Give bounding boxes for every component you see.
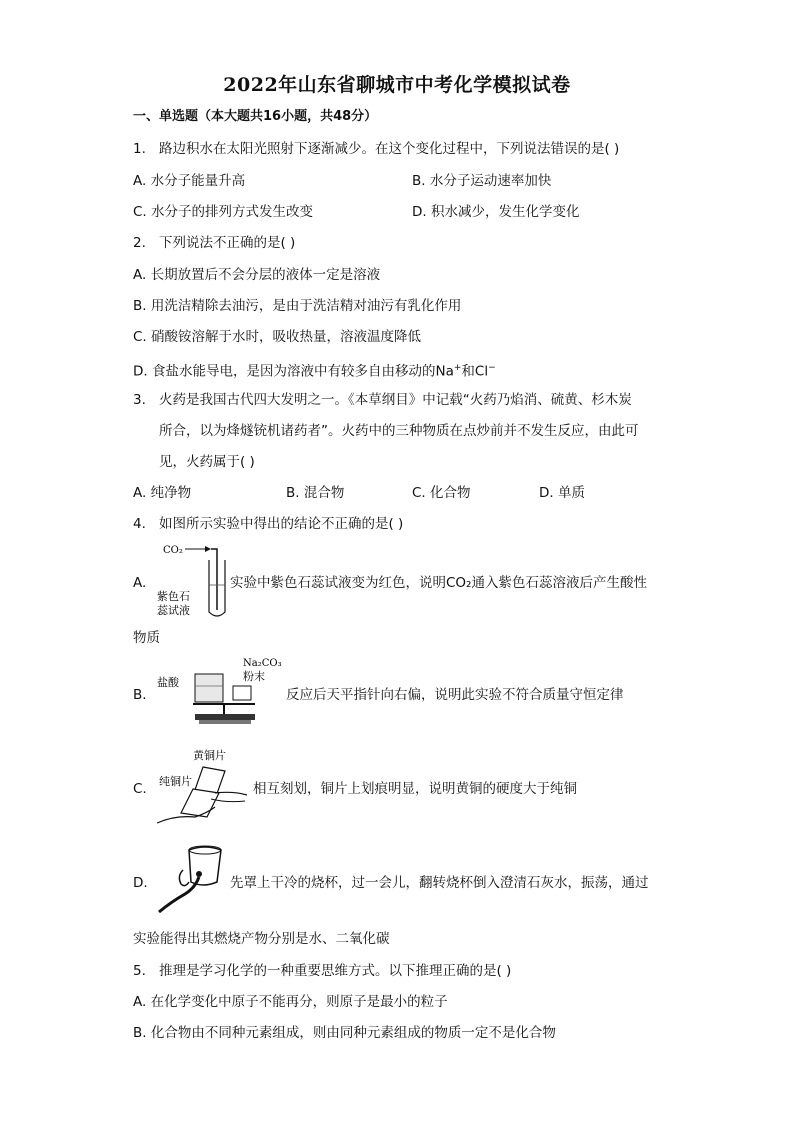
option-d-text-cont: 实验能得出其燃烧产物分别是水、二氧化碳 [133,931,390,947]
option-a-label: A. [133,575,147,591]
option-c: C. 水分子的排列方式发生改变 [133,204,314,220]
option-b: B. 混合物 [286,485,345,501]
brass-label: 黄铜片 [193,749,226,762]
option-b-text: 反应后天平指针向右偏，说明此实验不符合质量守恒定律 [286,687,624,703]
question-number: 4. [133,516,146,532]
option-b-label: B. [133,687,147,703]
question-2-stem [133,234,295,252]
option-c-text: 相互刻划，铜片上划痕明显，说明黄铜的硬度大于纯铜 [253,781,577,797]
option-b: B. 用洗洁精除去油污，是由于洗洁精对油污有乳化作用 [133,298,462,314]
section-heading: 一、单选题（本大题共16小题，共48分） [133,109,378,124]
option-d-text: D. 食盐水能导电，是因为溶液中有较多自由移动的Na [133,363,454,380]
option-d: D. 积水减少，发生化学变化 [412,204,580,220]
question-3-stem-line2: 所合，以为烽燧铳机诸药者”。火药中的三种物质在点炒前并不发生反应，由此可 [159,423,639,439]
litmus-label-2: 蕊试液 [157,604,190,617]
hands-plates-diagram [155,743,255,833]
question-5-stem [133,962,511,980]
option-a-text-cont: 物质 [133,630,160,646]
option-c: C. 化合物 [412,485,471,501]
question-3-stem-line1 [133,391,632,409]
option-d-label: D. [133,875,148,891]
co2-litmus-figure [155,540,230,620]
question-text: 下列说法不正确的是( ) [159,235,296,251]
question-text: 火药是我国古代四大发明之一。《本草纲目》中记载“火药乃焰消、硫黄、杉木炭 [159,392,632,408]
page-title: 2022年山东省聊城市中考化学模拟试卷 [223,74,571,96]
powder-label: 粉末 [243,670,265,683]
option-d-text: 先罩上干冷的烧杯，过一会儿，翻转烧杯倒入澄清石灰水，振荡，通过 [230,875,649,891]
option-c-label: C. [133,781,147,797]
copper-label: 纯铜片 [159,775,192,788]
option-a-text: 实验中紫色石蕊试液变为红色，说明CO₂通入紫色石蕊溶液后产生酸性 [230,575,647,591]
acid-label: 盐酸 [157,676,179,689]
option-b: B. 水分子运动速率加快 [412,173,552,189]
question-number: 3. [133,392,146,408]
question-4-stem [133,515,403,533]
question-text: 路边积水在太阳光照射下逐渐减少。在这个变化过程中，下列说法错误的是( ) [159,141,620,157]
co2-label: CO₂ [163,545,183,556]
option-a: A. 在化学变化中原子不能再分，则原子是最小的粒子 [133,994,448,1010]
option-a: A. 水分子能量升高 [133,173,246,189]
question-text: 如图所示实验中得出的结论不正确的是( ) [159,516,404,532]
option-a: A. 纯净物 [133,485,192,501]
question-number: 5. [133,963,146,979]
question-3-stem-line3: 见，火药属于( ) [159,454,255,470]
option-b: B. 化合物由不同种元素组成，则由同种元素组成的物质一定不是化合物 [133,1025,556,1041]
beaker-diagram [155,842,230,917]
superscript: − [488,363,496,373]
balance-figure [155,652,285,732]
option-d-text-mid: 和Cl [461,363,489,380]
candle-beaker-figure [155,842,230,917]
option-a: A. 长期放置后不会分层的液体一定是溶液 [133,267,381,283]
question-number: 1. [133,141,146,157]
option-d [133,359,496,381]
superscript: + [453,363,462,373]
question-text: 推理是学习化学的一种重要思维方式。以下推理正确的是( ) [159,963,512,979]
balance-diagram [155,652,285,732]
na2co3-label: Na₂CO₃ [243,658,282,669]
option-d: D. 单质 [539,485,585,501]
question-1-stem [133,140,619,158]
test-tube-diagram [155,540,230,620]
question-number: 2. [133,235,146,251]
litmus-label-1: 紫色石 [157,590,190,603]
scratch-figure [155,743,255,833]
option-c: C. 硝酸铵溶解于水时，吸收热量，溶液温度降低 [133,329,422,345]
